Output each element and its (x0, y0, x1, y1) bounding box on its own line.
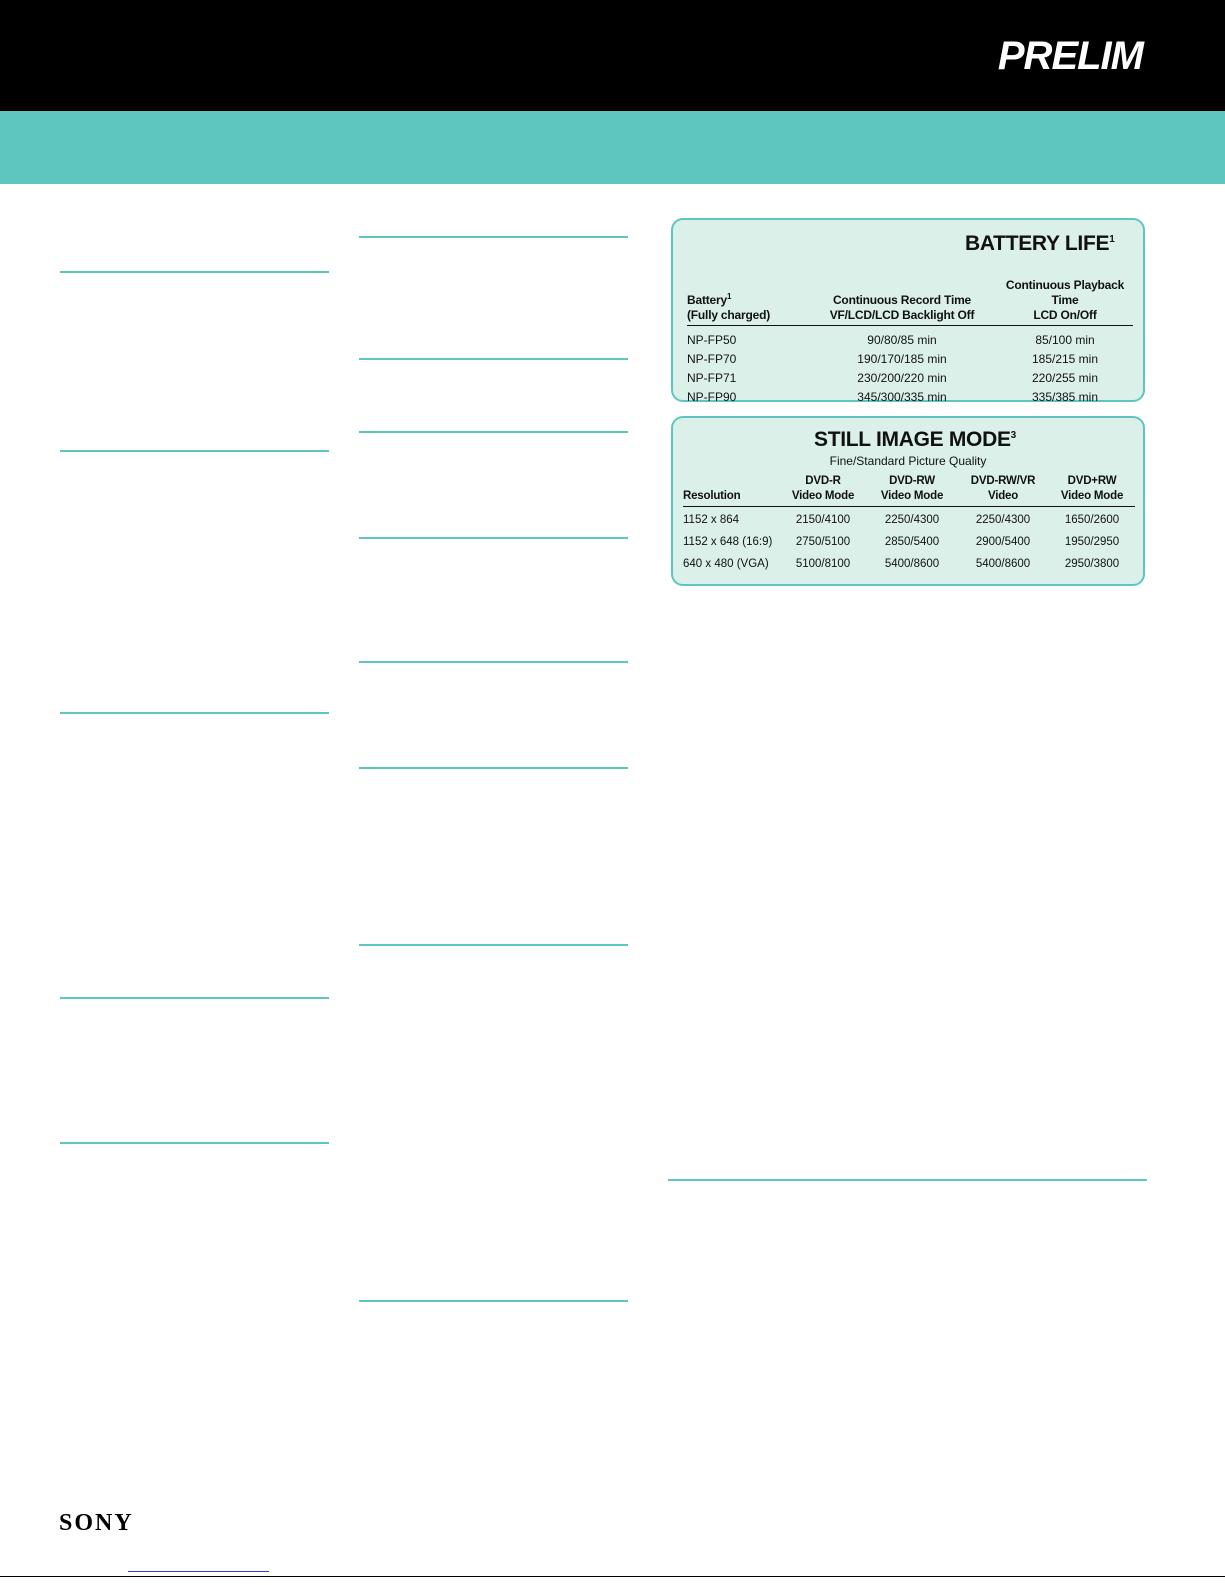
column-header-battery: Battery$^1$ (Fully charged) (687, 292, 771, 322)
cell-playback-time: 185/215 min (1031, 352, 1099, 366)
battery-life-table (687, 278, 1133, 407)
column-header-dvd-r: DVD-R Video Mode (791, 475, 855, 502)
table-header-row (687, 278, 1133, 326)
battery-life-title-text: BATTERY LIFE (965, 232, 1110, 255)
section-divider (359, 236, 628, 238)
battery-life-panel (671, 218, 1145, 402)
section-divider (359, 661, 628, 663)
section-divider (60, 271, 329, 273)
table-row (687, 388, 1133, 407)
cell-playback-time: 335/385 min (1031, 390, 1099, 404)
column-header-dvd-rw-vr: DVD-RW/VR Video (970, 475, 1036, 502)
column-header-record-time: Continuous Record Time VF/LCD/LCD Backlight Off (829, 293, 975, 322)
cell-resolution: 1152 x 864 (683, 514, 740, 526)
cell-battery: NP-FP71 (687, 371, 737, 385)
cell-battery: NP-FP50 (687, 333, 737, 347)
accent-band (0, 111, 1225, 184)
cell-record-time: 345/300/335 min (857, 390, 947, 404)
section-divider (60, 997, 329, 999)
cell-dvd-rw: 5400/8600 (884, 558, 940, 570)
cell-dvd-plus-rw: 2950/3800 (1064, 558, 1120, 570)
cell-dvd-rw: 2850/5400 (884, 536, 940, 548)
footer-link-underline[interactable] (128, 1571, 269, 1572)
prelim-label: PRELIM (997, 34, 1143, 78)
cell-dvd-r: 2750/5100 (795, 536, 851, 548)
cell-record-time: 90/80/85 min (867, 333, 937, 347)
cell-playback-time: 220/255 min (1031, 371, 1099, 385)
table-row (687, 369, 1133, 388)
footnote-marker: 3 (1010, 430, 1016, 441)
header-bar (0, 0, 1225, 111)
table-row (683, 531, 1135, 553)
section-divider (359, 944, 628, 946)
cell-dvd-r: 5100/8100 (795, 558, 851, 570)
section-divider (359, 537, 628, 539)
table-row (683, 553, 1135, 575)
sony-logo: SONY (59, 1510, 134, 1536)
section-divider (359, 1300, 628, 1302)
column-header-dvd-rw: DVD-RW Video Mode (880, 475, 944, 502)
cell-dvd-rw-vr: 2250/4300 (975, 514, 1031, 526)
footer-divider (0, 1576, 1225, 1577)
cell-dvd-plus-rw: 1950/2950 (1064, 536, 1120, 548)
cell-dvd-rw-vr: 2900/5400 (975, 536, 1031, 548)
table-row (683, 507, 1135, 532)
cell-dvd-r: 2150/4100 (795, 514, 851, 526)
section-divider (359, 431, 628, 433)
still-image-mode-panel (671, 416, 1145, 586)
cell-dvd-rw-vr: 5400/8600 (975, 558, 1031, 570)
cell-playback-time: 85/100 min (1035, 333, 1095, 347)
still-image-subtitle: Fine/Standard Picture Quality (829, 454, 987, 468)
section-divider (359, 767, 628, 769)
cell-resolution: 640 x 480 (VGA) (683, 558, 769, 570)
cell-battery: NP-FP70 (687, 352, 737, 366)
section-divider (668, 1179, 1147, 1181)
battery-life-title (965, 232, 1114, 256)
section-divider (60, 1142, 329, 1144)
footnote-marker: 1 (1109, 234, 1115, 245)
cell-record-time: 190/170/185 min (857, 352, 947, 366)
section-divider (359, 358, 628, 360)
section-divider (60, 450, 329, 452)
table-row (687, 326, 1133, 351)
cell-record-time: 230/200/220 min (857, 371, 947, 385)
still-image-mode-title-text: STILL IMAGE MODE (814, 428, 1011, 451)
cell-dvd-plus-rw: 1650/2600 (1064, 514, 1120, 526)
table-header-row (683, 474, 1135, 507)
section-divider (60, 712, 329, 714)
table-row (687, 350, 1133, 369)
column-header-playback-time: Continuous Playback Time LCD On/Off (1005, 278, 1125, 322)
still-image-mode-title (814, 428, 1016, 452)
still-image-table (683, 474, 1135, 575)
cell-resolution: 1152 x 648 (16:9) (683, 536, 773, 548)
column-header-dvd-plus-rw: DVD+RW Video Mode (1060, 475, 1124, 502)
cell-dvd-rw: 2250/4300 (884, 514, 940, 526)
cell-battery: NP-FP90 (687, 390, 737, 404)
column-header-resolution: Resolution (683, 490, 741, 502)
